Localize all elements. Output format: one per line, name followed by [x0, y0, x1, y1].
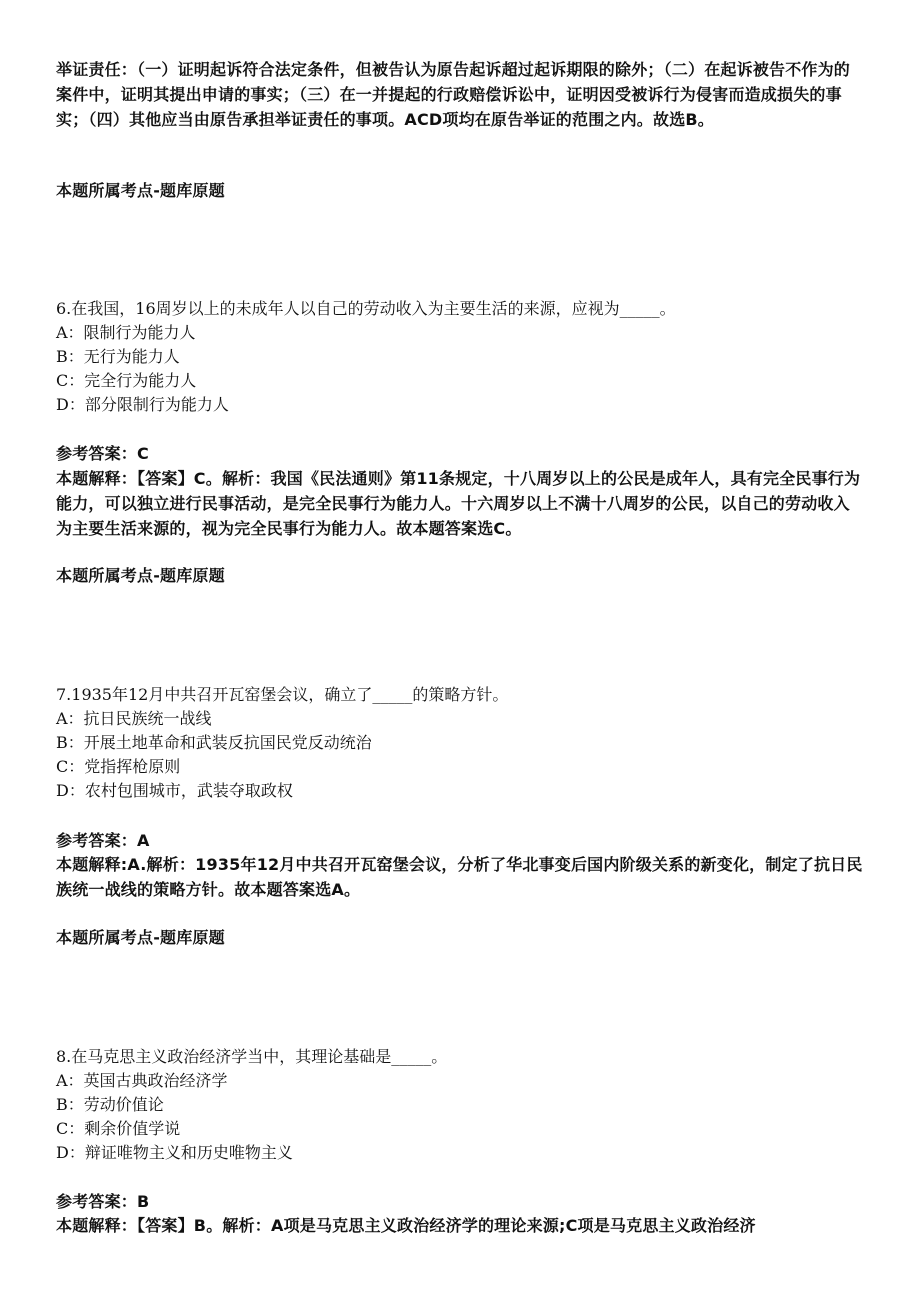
option-a: A：限制行为能力人 — [56, 323, 196, 342]
question-stem: 8.在马克思主义政治经济学当中，其理论基础是_____。 — [56, 1047, 448, 1066]
option-b: B：开展土地革命和武装反抗国民党反动统治 — [56, 733, 372, 752]
question-8 — [56, 1045, 864, 1165]
question-stem: 6.在我国，16周岁以上的未成年人以自己的劳动收入为主要生活的来源，应视为_____。 — [56, 299, 676, 318]
option-c: C：党指挥枪原则 — [56, 757, 181, 776]
answer-7: 参考答案：A — [56, 831, 150, 850]
option-d: D：农村包围城市，武装夺取政权 — [56, 781, 293, 800]
explanation-6: 本题解释：【答案】C。解析：我国《民法通则》第11条规定，十八周岁以上的公民是成年人，具有完全民事行为能力，可以独立进行民事活动，是完全民事行为能力人。十六周岁以上不满十八周岁的公民，以自己的劳动收入为主要生活来源的，视为完全民事行为能力人。故本题答案选C。 — [56, 469, 861, 538]
option-a: A：英国古典政治经济学 — [56, 1071, 228, 1090]
option-c: C：完全行为能力人 — [56, 371, 197, 390]
explanation-text: 举证责任：（一）证明起诉符合法定条件，但被告认为原告起诉超过起诉期限的除外；（二）在起诉被告不作为的案件中，证明其提出申请的事实；（三）在一并提起的行政赔偿诉讼中，证明因受被诉行为侵害而造成损失的事实；（四）其他应当由原告承担举证责任的事项。ACD项均在原告举证的范围之内。故选B。 — [56, 60, 851, 129]
option-c: C：剩余价值学说 — [56, 1119, 181, 1138]
option-a: A：抗日民族统一战线 — [56, 709, 212, 728]
question-7 — [56, 683, 864, 803]
option-d: D：辩证唯物主义和历史唯物主义 — [56, 1143, 293, 1162]
question-6 — [56, 297, 864, 417]
topic-label: 本题所属考点-题库原题 — [56, 181, 225, 200]
topic-label-7: 本题所属考点-题库原题 — [56, 928, 225, 947]
explanation-7: 本题解释:A.解析：1935年12月中共召开瓦窑堡会议，分析了华北事变后国内阶级关系的新变化，制定了抗日民族统一战线的策略方针。故本题答案选A。 — [56, 855, 863, 899]
option-b: B：劳动价值论 — [56, 1095, 164, 1114]
explanation-8: 本题解释：【答案】B。解析：A项是马克思主义政治经济学的理论来源;C项是马克思主义政治经济 — [56, 1216, 756, 1235]
option-b: B：无行为能力人 — [56, 347, 180, 366]
answer-8: 参考答案：B — [56, 1192, 150, 1211]
answer-6: 参考答案：C — [56, 444, 149, 463]
topic-label-6: 本题所属考点-题库原题 — [56, 566, 225, 585]
option-d: D：部分限制行为能力人 — [56, 395, 229, 414]
question-stem: 7.1935年12月中共召开瓦窑堡会议，确立了_____的策略方针。 — [56, 685, 509, 704]
